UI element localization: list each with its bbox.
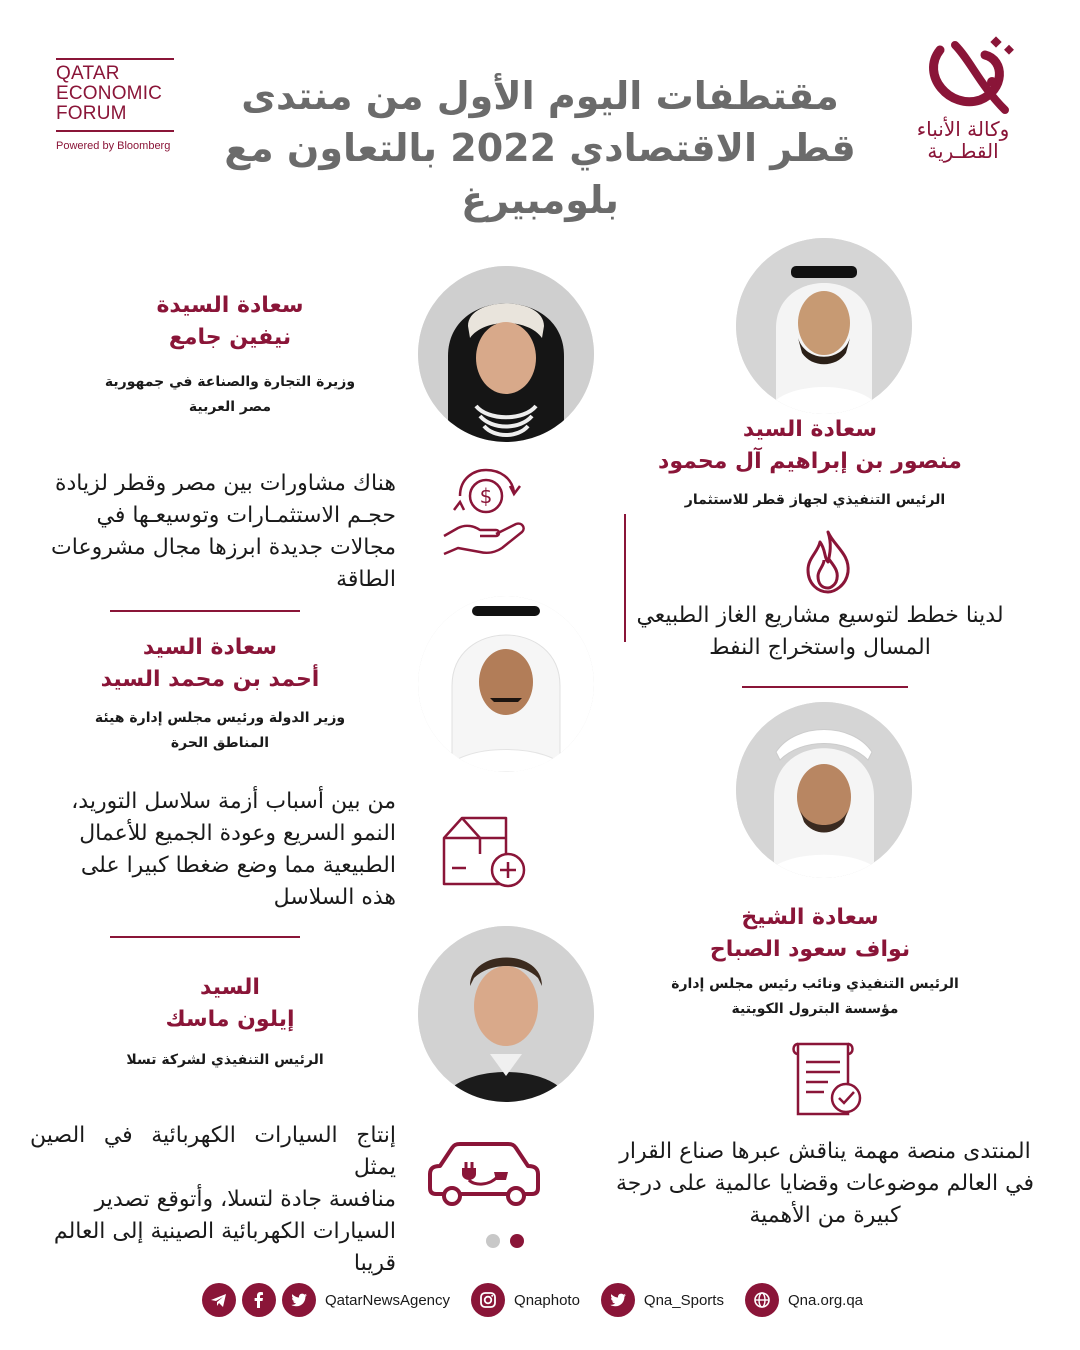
left-divider-1 [110, 610, 300, 612]
ahmed-quote-line-1: من بين أسباب أزمة سلاسل التوريد، [71, 789, 396, 814]
elon-heading [90, 972, 370, 1036]
mansour-name: منصور بن إبراهيم آل محمود [658, 449, 962, 474]
ahmed-name: أحمد بن محمد السيد [100, 667, 320, 692]
nawaf-role-line-1: الرئيس التنفيذي ونائب رئيس مجلس إدارة [671, 976, 959, 992]
ahmed-role-line-1: وزير الدولة ورئيس مجلس إدارة هيئة [94, 710, 346, 726]
mansour-quote [620, 600, 1020, 664]
nawaf-quote-line-3: كبيرة من الأهمية [749, 1203, 901, 1228]
box-plus-icon [440, 814, 532, 888]
nawaf-name: نواف سعود الصباح [709, 937, 911, 962]
nevine-heading [90, 290, 370, 354]
nevine-quote-line-4: الطاقة [336, 567, 396, 592]
ahmed-quote [30, 786, 396, 914]
footer-website[interactable]: Qna.org.qa [787, 1291, 864, 1309]
title-line-3: بلومبيرغ [461, 178, 619, 222]
nawaf-heading [640, 902, 980, 966]
qef-line-3: FORUM [56, 103, 127, 124]
avatar-mansour [736, 238, 912, 414]
page-title [210, 70, 870, 226]
pagination-dot-2-active[interactable] [510, 1234, 524, 1248]
nevine-quote-line-3: مجالات جديدة ابرزها مجال مشروعات [51, 535, 396, 560]
nevine-quote-line-2: حجـم الاستثمـارات وتوسيعـها في [96, 503, 396, 528]
electric-car-icon [424, 1140, 544, 1212]
nawaf-quote-line-2: في العالم موضوعات وقضايا عالمية على درجة [615, 1171, 1035, 1196]
globe-icon[interactable] [745, 1283, 779, 1317]
mansour-quote-line-2: المسال واستخراج النفط [709, 635, 931, 660]
mansour-role: الرئيس التنفيذي لجهاز قطر للاستثمار [684, 492, 946, 508]
qef-powered-by: Powered by Bloomberg [56, 140, 171, 152]
footer-instagram[interactable]: Qnaphoto [514, 1291, 580, 1309]
qef-line-1: QATAR [56, 63, 120, 84]
document-check-icon [788, 1040, 864, 1120]
nevine-role [60, 370, 400, 420]
avatar-ahmed [418, 596, 594, 772]
elon-title: السيد [200, 975, 260, 1000]
elon-quote-line-3: السيارات الكهربائية الصينية إلى العالم [53, 1219, 396, 1244]
left-divider-2 [110, 936, 300, 938]
ahmed-quote-line-2: النمو السريع وعودة الجميع للأعمال [79, 821, 396, 846]
nevine-quote [30, 468, 396, 596]
ahmed-title: سعادة السيد [142, 635, 278, 660]
ahmed-heading [60, 632, 360, 696]
qef-line-2: ECONOMIC [56, 83, 163, 104]
title-line-1: مقتطفات اليوم الأول من منتدى [241, 74, 839, 118]
twitter-icon[interactable] [282, 1283, 316, 1317]
nawaf-title: سعادة الشيخ [741, 905, 879, 930]
avatar-nevine [418, 266, 594, 442]
footer-handle[interactable]: QatarNewsAgency [324, 1291, 451, 1309]
svg-text:$: $ [479, 484, 493, 508]
twitter-sports-icon[interactable] [601, 1283, 635, 1317]
footer-sports[interactable]: Qna_Sports [643, 1291, 724, 1309]
footer-social-bar [0, 1280, 1080, 1320]
nevine-title: سعادة السيدة [156, 293, 304, 318]
nawaf-role [620, 972, 1010, 1022]
nawaf-role-line-2: مؤسسة البترول الكويتية [731, 1001, 899, 1017]
title-line-2: قطر الاقتصادي 2022 بالتعاون مع [224, 126, 856, 170]
instagram-icon[interactable] [471, 1283, 505, 1317]
qef-logo [56, 58, 196, 152]
right-vertical-divider [624, 514, 626, 642]
elon-quote-line-2: منافسة جادة لتسلا، وأتوقع تصدير [94, 1187, 396, 1212]
nevine-name: نيفين جامع [168, 325, 292, 350]
qna-text-line-2: القطـرية [927, 139, 999, 163]
ahmed-quote-line-4: هذه السلاسل [273, 885, 396, 910]
mansour-heading [640, 414, 980, 478]
nawaf-quote [600, 1136, 1050, 1232]
right-divider-1 [742, 686, 908, 688]
elon-quote-line-1: إنتاج السيارات الكهربائية في الصين يمثل [30, 1123, 396, 1180]
nevine-role-line-2: مصر العربية [188, 399, 272, 415]
ahmed-role-line-2: المناطق الحرة [170, 735, 270, 751]
telegram-icon[interactable] [202, 1283, 236, 1317]
money-hand-icon [440, 466, 530, 560]
ahmed-role [40, 706, 400, 756]
qef-bottom-rule [56, 130, 174, 132]
qna-logo-text [908, 118, 1018, 162]
elon-role: الرئيس التنفيذي لشركة تسلا [126, 1052, 324, 1068]
elon-name: إيلون ماسك [165, 1007, 295, 1032]
mansour-quote-line-1: لدينا خطط لتوسيع مشاريع الغاز الطبيعي [636, 603, 1004, 628]
elon-quote-line-4: قريبا [353, 1251, 396, 1276]
flame-icon [800, 528, 856, 594]
facebook-icon[interactable] [242, 1283, 276, 1317]
pagination-dot-1[interactable] [486, 1234, 500, 1248]
avatar-nawaf [736, 702, 912, 878]
nevine-role-line-1: وزيرة التجارة والصناعة في جمهورية [104, 374, 356, 390]
nawaf-quote-line-1: المنتدى منصة مهمة يناقش عبرها صناع القرار [619, 1139, 1031, 1164]
qna-text-line-1: وكالة الأنباء [916, 117, 1010, 141]
ahmed-quote-line-3: الطبيعية مما وضع ضغطا كبيرا على [80, 853, 396, 878]
avatar-elon [418, 926, 594, 1102]
elon-quote [30, 1120, 396, 1280]
mansour-title: سعادة السيد [742, 417, 878, 442]
nevine-quote-line-1: هناك مشاورات بين مصر وقطر لزيادة [54, 471, 396, 496]
qef-top-rule [56, 58, 174, 60]
